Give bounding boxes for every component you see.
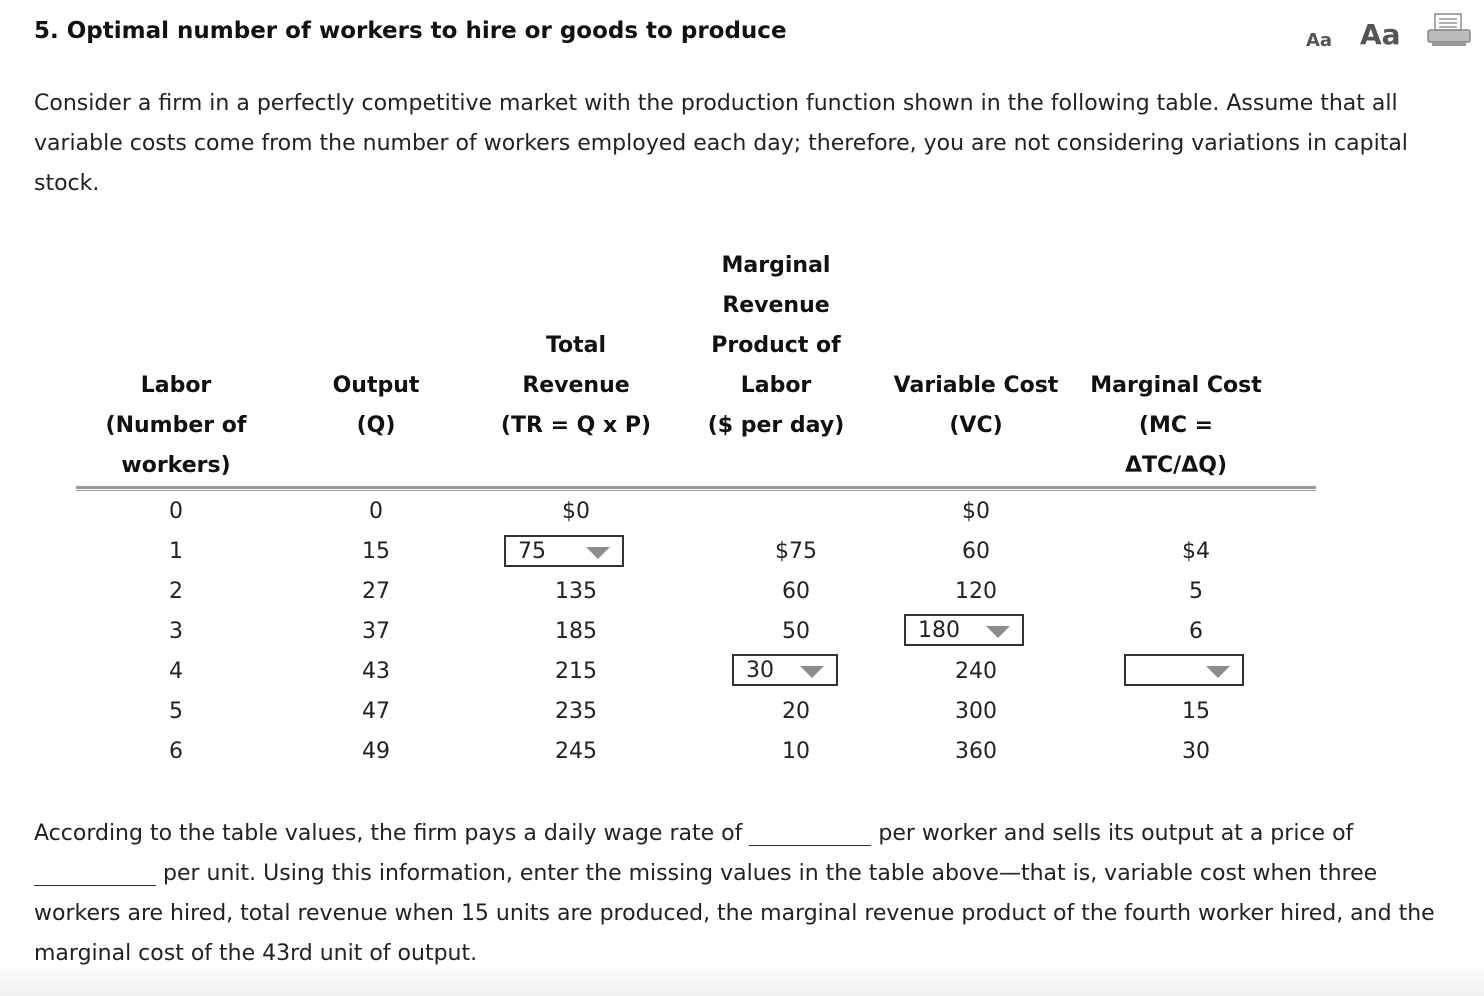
cell-labor: 0	[169, 499, 183, 524]
cell-labor: 2	[169, 579, 183, 604]
cell-labor: 6	[169, 739, 183, 764]
cell-output: 27	[362, 579, 390, 604]
cell-total-revenue: 235	[555, 699, 597, 724]
cell-labor: 1	[169, 539, 183, 564]
cell-output: 37	[362, 619, 390, 644]
chevron-down-icon	[586, 547, 610, 559]
header-marginal-cost: Marginal Cost (MC = ΔTC/ΔQ)	[1090, 373, 1262, 478]
cell-mrp: $75	[775, 539, 817, 564]
page-title: 5. Optimal number of workers to hire or goods to produce	[34, 18, 787, 44]
cell-marginal-cost: 6	[1189, 619, 1203, 644]
cell-output: 15	[362, 539, 390, 564]
cell-variable-cost: $0	[962, 499, 990, 524]
cell-mrp	[676, 492, 876, 532]
header-total-revenue: Total Revenue (TR = Q x P)	[500, 333, 652, 438]
wage-rate-input[interactable]	[749, 819, 871, 846]
cell-marginal-cost: $4	[1182, 539, 1210, 564]
dropdown-selected-value: 180	[918, 618, 960, 643]
cell-variable-cost: 360	[955, 739, 997, 764]
cell-marginal-cost: 15	[1182, 699, 1210, 724]
cell-output: 0	[369, 499, 383, 524]
question-text: per unit. Using this information, enter the missing values in the table above—that is, variable cost when three workers are hired, total revenue when 15 units are produced, the marginal revenue product of the fourth worker hired, and the marginal cost of the 43rd unit of output.	[34, 861, 1435, 966]
cell-mrp: 50	[782, 619, 810, 644]
chevron-down-icon	[986, 626, 1010, 638]
cell-marginal-cost: 5	[1189, 579, 1203, 604]
cell-output: 47	[362, 699, 390, 724]
chevron-down-icon	[1206, 666, 1230, 678]
page-bottom-edge	[0, 968, 1484, 996]
cell-variable-cost: 60	[962, 539, 990, 564]
cell-marginal-cost: 30	[1182, 739, 1210, 764]
cell-output: 49	[362, 739, 390, 764]
cell-total-revenue: 185	[555, 619, 597, 644]
font-decrease-button[interactable]: Aa	[1306, 30, 1333, 51]
question-paragraph	[34, 814, 1464, 974]
intro-paragraph: Consider a firm in a perfectly competitive market with the production function shown in the following table. Assume that all variable costs come from the number of workers employed each day; therefore, you are not considering variations in capital stock.	[34, 91, 1408, 196]
font-increase-button[interactable]: Aa	[1360, 18, 1401, 51]
header-divider-thin	[76, 490, 1316, 491]
cell-mrp: 60	[782, 579, 810, 604]
header-mrp: Marginal Revenue Product of Labor ($ per day)	[707, 253, 845, 438]
chevron-down-icon	[800, 666, 824, 678]
cell-labor: 5	[169, 699, 183, 724]
header-output: Output (Q)	[332, 373, 420, 438]
cell-labor: 3	[169, 619, 183, 644]
cell-variable-cost: 300	[955, 699, 997, 724]
cell-variable-cost: 120	[955, 579, 997, 604]
question-text: of	[1332, 821, 1354, 846]
dropdown-selected-value: 75	[518, 539, 546, 564]
question-text: According to the table values, the firm pays a daily wage rate of	[34, 821, 743, 846]
mrp-dropdown[interactable]	[732, 654, 838, 686]
question-text: per worker and sells its output at a price	[878, 821, 1326, 846]
total-revenue-dropdown[interactable]	[504, 535, 624, 567]
header-divider	[76, 486, 1316, 489]
cell-total-revenue: $0	[562, 499, 590, 524]
cell-variable-cost: 240	[955, 659, 997, 684]
price-input[interactable]	[34, 859, 156, 886]
printer-icon[interactable]	[1426, 12, 1472, 48]
dropdown-selected-value: 30	[746, 658, 774, 683]
cell-total-revenue: 135	[555, 579, 597, 604]
cell-mrp: 10	[782, 739, 810, 764]
cell-output: 43	[362, 659, 390, 684]
cell-marginal-cost	[1096, 492, 1296, 532]
cell-total-revenue: 215	[555, 659, 597, 684]
marginal-cost-dropdown[interactable]	[1124, 654, 1244, 686]
variable-cost-dropdown[interactable]	[904, 614, 1024, 646]
cell-total-revenue: 245	[555, 739, 597, 764]
header-variable-cost: Variable Cost (VC)	[893, 373, 1059, 438]
header-labor: Labor (Number of workers)	[105, 373, 247, 478]
cell-labor: 4	[169, 659, 183, 684]
cell-mrp: 20	[782, 699, 810, 724]
